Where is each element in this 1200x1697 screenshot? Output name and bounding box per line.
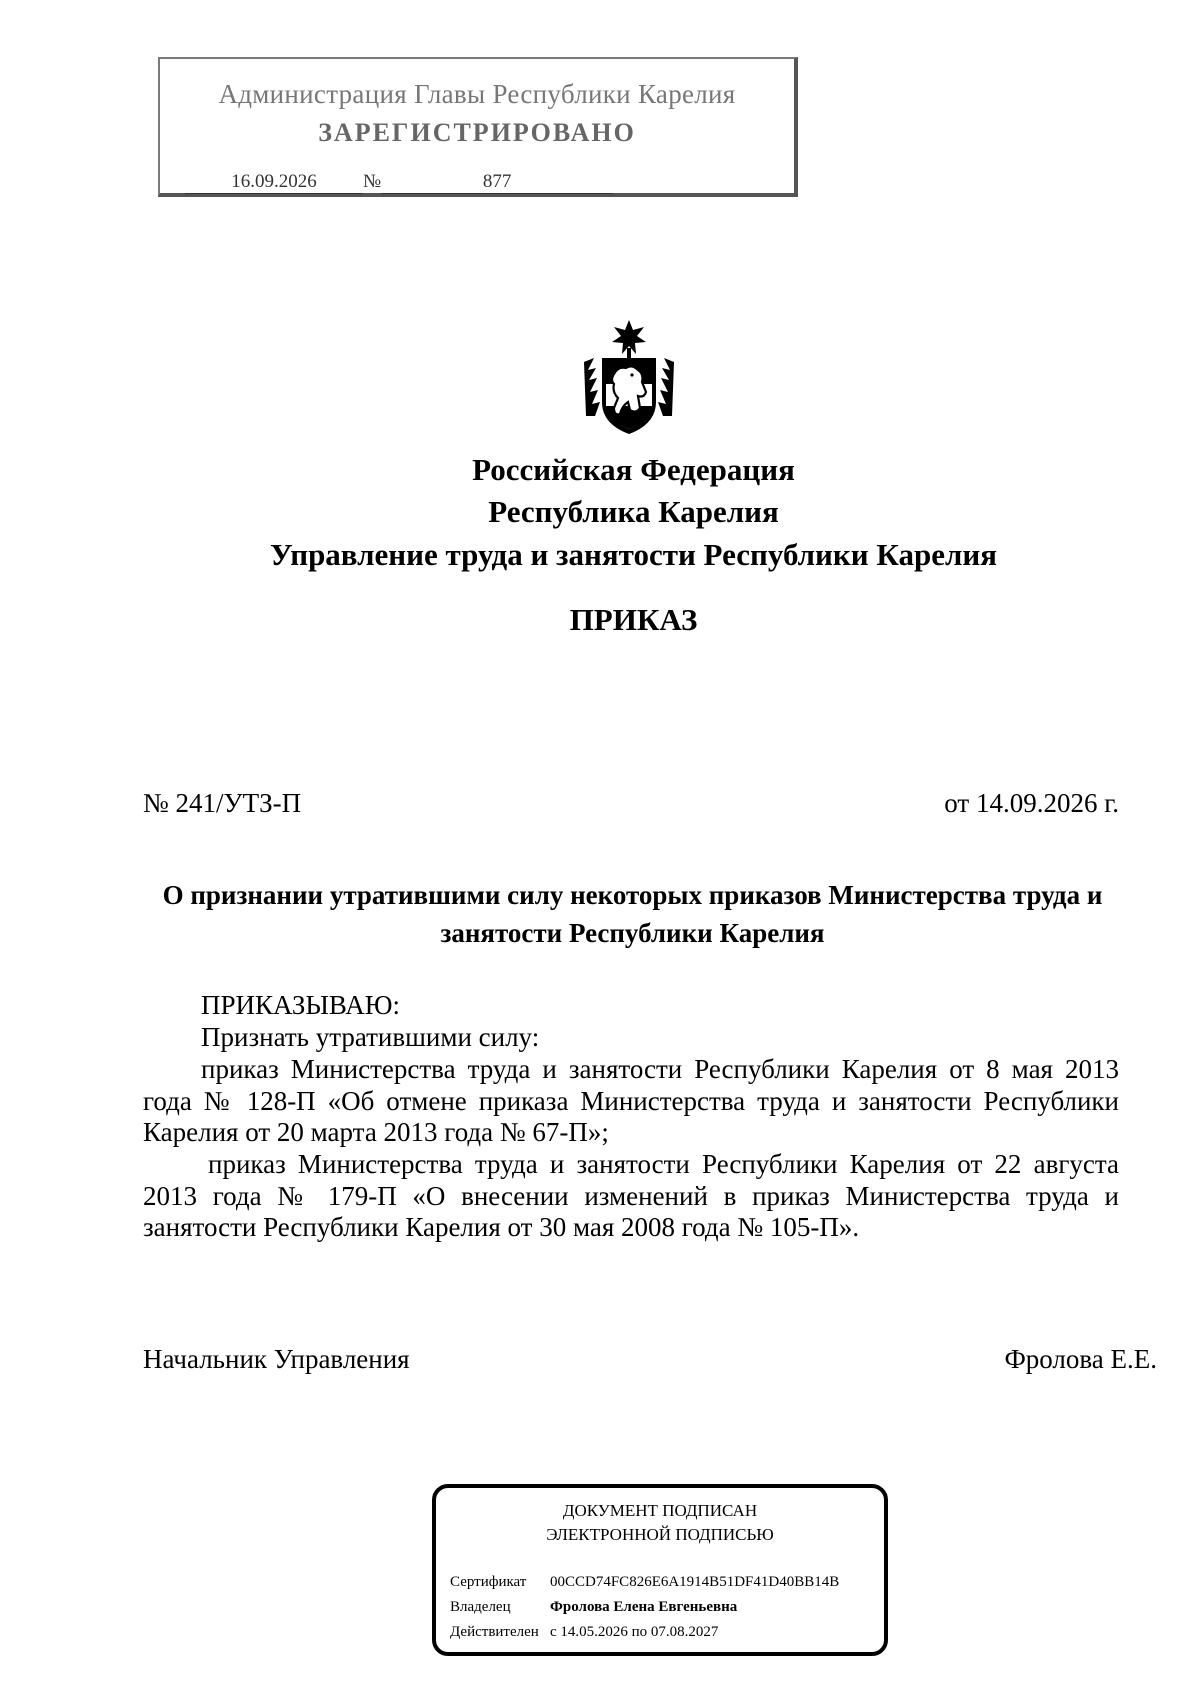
esign-certificate-row [450, 1574, 839, 1591]
document-subject: О признании утратившими силу некоторых приказов Министерства труда и занятости Республики Карелия [162, 880, 1103, 948]
signer-position: Начальник Управления [143, 1344, 410, 1374]
esign-owner-value: Фролова Елена Евгеньевна [550, 1599, 738, 1615]
registration-line [185, 171, 613, 194]
registration-status: ЗАРЕГИСТРИРОВАНО [318, 118, 636, 147]
esign-certificate-value: 00CCD74FC826E6A1914B51DF41D40BB14B [550, 1574, 840, 1590]
document-number: № 241/УТЗ-П [143, 788, 302, 818]
esign-validity-row [450, 1624, 718, 1641]
esign-owner-row [450, 1599, 737, 1616]
esign-owner-label: Владелец [450, 1599, 511, 1615]
order-word: ПРИКАЗЫВАЮ: [201, 990, 400, 1020]
registration-organization: Администрация Главы Республики Карелия [218, 79, 736, 109]
header-region: Республика Карелия [488, 494, 779, 529]
esign-validity-value: с 14.05.2026 по 07.08.2027 [550, 1624, 719, 1640]
coat-of-arms-emblem [580, 318, 678, 438]
list-item: приказ Министерства труда и занятости Республики Карелия от 22 августа 2013 года № 179-П «О внесении изменений в приказ Министерства труда и занятости Республики Карелия от 30 мая 2008 года № 105-П». [143, 1149, 1119, 1242]
document-date: от 14.09.2026 г. [944, 788, 1119, 818]
document-type: ПРИКАЗ [569, 602, 698, 637]
registration-stamp [158, 57, 798, 197]
electronic-signature-stamp [432, 1484, 888, 1656]
registration-number-sign: № [363, 171, 382, 192]
esign-validity-label: Действителен [450, 1624, 539, 1640]
list-item: приказ Министерства труда и занятости Республики Карелия от 8 мая 2013 года № 128-П «Об отмене приказа Министерства труда и занятости Республики Карелия от 20 марта 2013 года № 67-П»; [143, 1054, 1119, 1147]
signer-name: Фролова Е.Е. [1004, 1344, 1157, 1374]
header-country: Российская Федерация [472, 452, 795, 487]
esign-title-2: ЭЛЕКТРОННОЙ ПОДПИСЬЮ [546, 1525, 774, 1544]
recognize-invalid-heading: Признать утратившими силу: [201, 1022, 540, 1052]
header-authority: Управление труда и занятости Республики Карелия [270, 537, 997, 572]
esign-title-1: ДОКУМЕНТ ПОДПИСАН [562, 1501, 758, 1520]
esign-certificate-label: Сертификат [450, 1574, 527, 1590]
registration-date: 16.09.2026 [185, 171, 363, 194]
registration-number: 877 [381, 171, 613, 194]
